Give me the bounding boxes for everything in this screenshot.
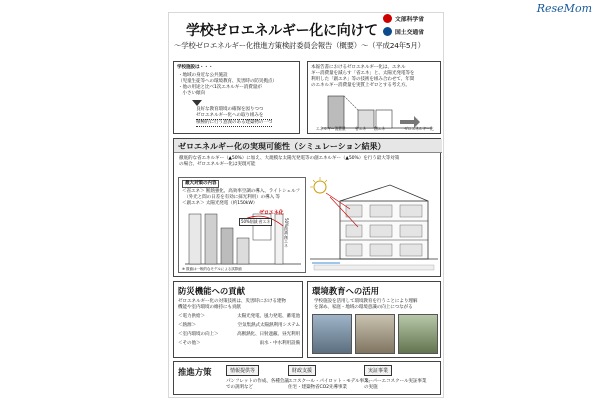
box1-title: 学校施設は・・・ — [177, 65, 213, 70]
disaster-prevention-box — [173, 281, 303, 358]
zero-energy-definition-box — [307, 61, 441, 134]
chip-demonstration: 実証事業 — [364, 365, 392, 376]
mlit-mark-icon — [383, 27, 392, 36]
simulation-result-box — [173, 138, 441, 277]
max-measures-panel — [178, 177, 306, 273]
notes-information: パンフレットの作成、各種会議 での説明など — [226, 379, 289, 390]
page-title: 学校ゼロエネルギー化に向けて — [186, 23, 378, 39]
promotion-measures-box — [173, 361, 441, 395]
box2-lines: 本報告書におけるゼロエネルギー化は、エネル ギー消費量を減らす「省エネ」と、太陽光発電等を 利用した「創エネ」等の技術を組み合わせて、年間 のエネルギー消費量を実質上ゼロとする考え方。 — [311, 65, 415, 88]
simulation-header: ゼロエネルギー化の実現可能性（シミュレーション結果） — [178, 142, 386, 151]
box5-lines: 学校施設を活用して環境教育を行うことにより理解 を深め、家庭・地域の環境意識の向上につながる — [314, 299, 418, 310]
mext-mark-icon — [383, 14, 392, 23]
chart-label-save: 省エネ — [355, 126, 367, 131]
environmental-education-box — [307, 281, 441, 358]
box4-items: ＜電力供給＞ 太陽光発電、風力発電、蓄電池 ＜熱源＞ 空気集熱式太陽熱利用システム ＜室内環境の向上＞ 高断熱化、日射遮蔽、昼光利用 ＜その他＞ 雨水・中水利用設備 — [178, 314, 300, 346]
box4-lines: ゼロエネルギー化の対策技術は、災害時における建物 機能や室内環境の維持にも貢献 — [178, 299, 286, 310]
box1-lines: ・地域の身近な公共施設 （児童生徒等への環境教育、災害時の防災拠点） ・他の用途と比べ1次エネルギー消費量が 小さい傾向 — [178, 73, 277, 96]
simulation-header-bar — [174, 139, 442, 153]
panel-title: 最大対策の内容 — [182, 180, 219, 188]
down-arrow-icon — [192, 100, 202, 106]
bar-label-save: 50%削減 省エネ — [241, 219, 271, 224]
school-facility-box — [173, 61, 300, 134]
panel-legend: ※ 数値は一般的なモデルによる試算値 — [182, 267, 242, 271]
page-subtitle: ～学校ゼロエネルギー化推進方策検討委員会報告（概要）～（平成24年5月） — [174, 41, 425, 50]
education-photos — [312, 314, 438, 354]
bar-label-zero: ゼロエネ化 — [259, 210, 284, 216]
ministry-logos — [383, 14, 445, 40]
education-header: 環境教育への活用 — [312, 286, 379, 296]
chart-label-consumption: エネルギー消費量 — [316, 126, 346, 131]
display-photo — [398, 314, 438, 354]
disaster-header: 防災機能への貢献 — [178, 286, 245, 296]
notes-demonstration: スーパーエコスクール実証事業 の実施 — [364, 379, 427, 390]
chip-financial: 財政支援 — [288, 365, 316, 376]
chart-label-zero: ゼロエネルギー化 — [404, 126, 434, 131]
notes-financial: エコスクール・パイロット・モデル事業、 住宅・建築物省CO2先導事業 — [288, 379, 373, 390]
panel-photo — [355, 314, 395, 354]
mlit-logo: 国土交通省 — [383, 27, 445, 36]
bar-label-create: 50%削減 創エネ — [284, 218, 289, 248]
panel-lines: ＜省エネ＞ 断熱強化、高効率空調の導入、ライトシェルフ （外光と間の日差を有効に採光利用）の導入 等 ＜創エネ＞ 太陽光発電（約150kW） — [182, 189, 300, 206]
promotion-header: 推進方策 — [178, 367, 212, 377]
box1-callout: 良好な教育環境の確保を図りつつ ゼロエネルギー化への取り組みを 積極的に行う意義のある建築物の一つ — [196, 107, 273, 125]
chip-information: 情報提供等 — [226, 365, 259, 376]
watermark: ReseMom — [536, 2, 592, 15]
school-building-section-diagram — [310, 177, 438, 273]
chart-label-create: 創エネ — [374, 126, 386, 131]
classroom-photo — [312, 314, 352, 354]
simulation-intro: 徹底的な省エネルギー（▲50%）に加え、大規模な太陽光発電等の創エネルギー（▲50%）を行う最大等対策 の場合、ゼロエネルギー化は実現可能 — [179, 156, 400, 167]
mext-logo: 文部科学省 — [383, 14, 445, 23]
